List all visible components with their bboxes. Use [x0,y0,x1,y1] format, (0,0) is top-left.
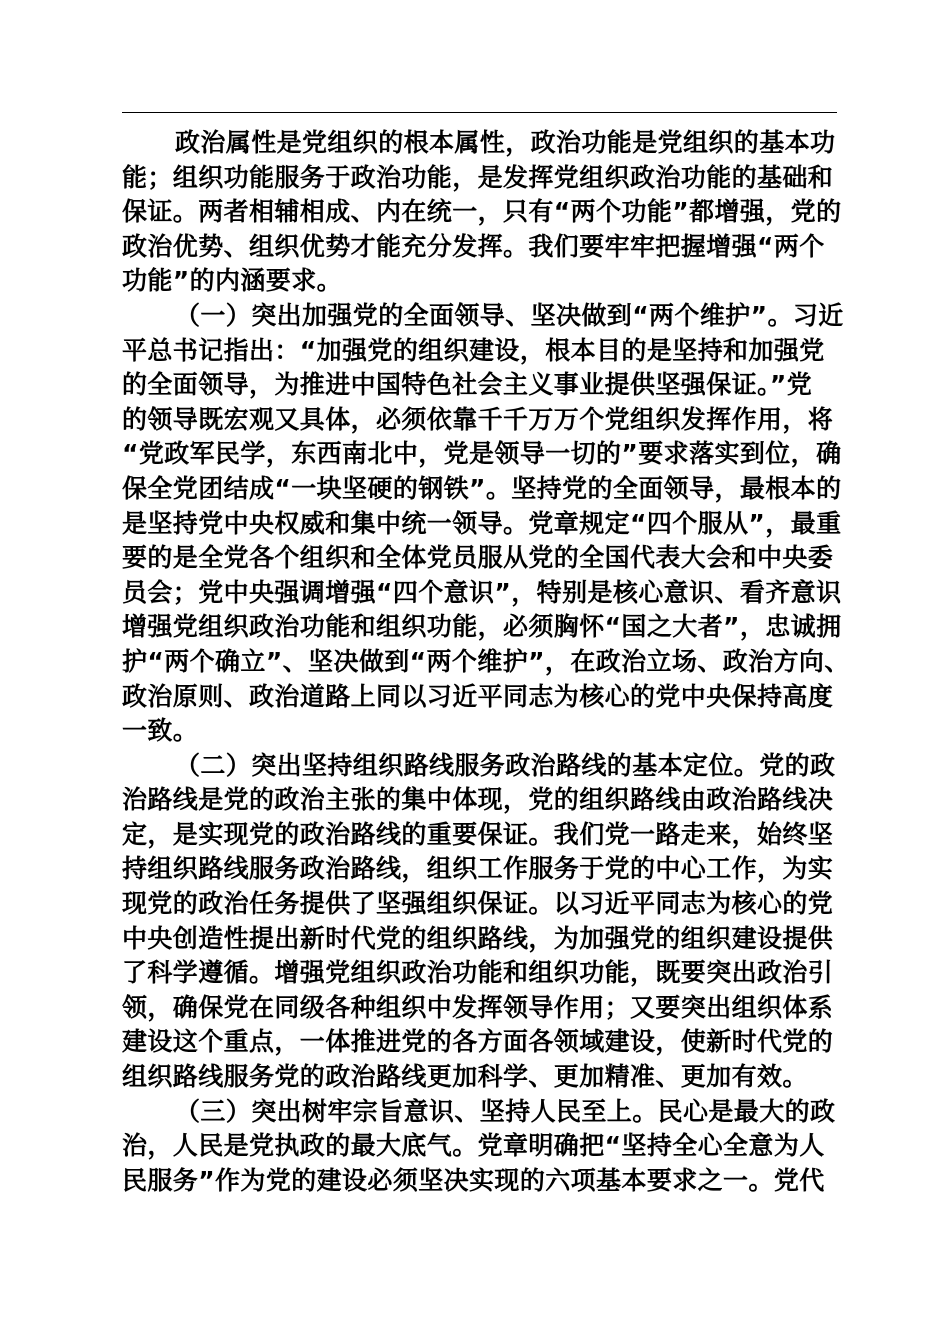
paragraph-2-line-10: 增强党组织政治功能和组织功能，必须胸怀“国之大者”，忠诚拥 [122,612,842,642]
paragraph-1-line-5: 功能”的内涵要求。 [122,266,343,296]
paragraph-3-line-8: 领，确保党在同级各种组织中发挥领导作用；又要突出组织体系 [122,992,834,1022]
paragraph-2-line-2: 平总书记指出：“加强党的组织建设，根本目的是坚持和加强党 [122,335,825,365]
paragraph-1-line-2: 能；组织功能服务于政治功能，是发挥党组织政治功能的基础和 [122,162,834,192]
paragraph-2-line-3: 的全面领导，为推进中国特色社会主义事业提供坚强保证。”党 [122,370,813,400]
paragraph-4-line-3: 民服务”作为党的建设必须坚决实现的六项基本要求之一。党代 [122,1165,825,1195]
body-text [122,126,850,1198]
paragraph-2-line-13: 一致。 [122,716,199,746]
paragraph-4-line-2: 治，人民是党执政的最大底气。党章明确把“坚持全心全意为人 [122,1131,825,1161]
paragraph-3-line-9: 建设这个重点，一体推进党的各方面各领域建设，使新时代党的 [122,1027,834,1057]
paragraph-4-line-1: （三）突出树牢宗旨意识、坚持人民至上。民心是最大的政 [175,1096,836,1126]
paragraph-1-line-3: 保证。两者相辅相成、内在统一，只有“两个功能”都增强，党的 [122,197,842,227]
paragraph-3-line-3: 定，是实现党的政治路线的重要保证。我们党一路走来，始终坚 [122,819,834,849]
paragraph-3-line-10: 组织路线服务党的政治路线更加科学、更加精准、更加有效。 [122,1062,808,1092]
paragraph-2-line-8: 要的是全党各个组织和全体党员服从党的全国代表大会和中央委 [122,543,834,573]
paragraph-3-line-7: 了科学遵循。增强党组织政治功能和组织功能，既要突出政治引 [122,958,834,988]
paragraph-1-line-1: 政治属性是党组织的根本属性，政治功能是党组织的基本功 [175,128,836,157]
paragraph-2-line-9: 员会；党中央强调增强“四个意识”，特别是核心意识、看齐意识 [122,577,842,607]
paragraph-2-line-12: 政治原则、政治道路上同以习近平同志为核心的党中央保持高度 [122,681,834,711]
paragraph-1-line-4: 政治优势、组织优势才能充分发挥。我们要牢牢把握增强“两个 [122,231,825,261]
paragraph-2-line-7: 是坚持党中央权威和集中统一领导。党章规定“四个服从”，最重 [122,508,842,538]
paragraph-2-line-6: 保全党团结成“一块坚硬的钢铁”。坚持党的全面领导，最根本的 [122,473,842,503]
paragraph-3-line-5: 现党的政治任务提供了坚强组织保证。以习近平同志为核心的党 [122,889,834,919]
header-rule [122,112,837,113]
paragraph-2-line-11: 护“两个确立”、坚决做到“两个维护”，在政治立场、政治方向、 [122,646,850,676]
paragraph-2-line-1: （一）突出加强党的全面领导、坚决做到“两个维护”。习近 [175,300,844,330]
paragraph-3-line-6: 中央创造性提出新时代党的组织路线，为加强党的组织建设提供 [122,923,834,953]
paragraph-2-line-4: 的领导既宏观又具体，必须依靠千千万万个党组织发挥作用，将 [122,404,834,434]
paragraph-2-line-5: “党政军民学，东西南北中，党是领导一切的”要求落实到位，确 [122,439,842,469]
paragraph-3-line-2: 治路线是党的政治主张的集中体现，党的组织路线由政治路线决 [122,785,834,815]
paragraph-3-line-4: 持组织路线服务政治路线，组织工作服务于党的中心工作，为实 [122,854,834,884]
paragraph-3-line-1: （二）突出坚持组织路线服务政治路线的基本定位。党的政 [175,750,836,780]
